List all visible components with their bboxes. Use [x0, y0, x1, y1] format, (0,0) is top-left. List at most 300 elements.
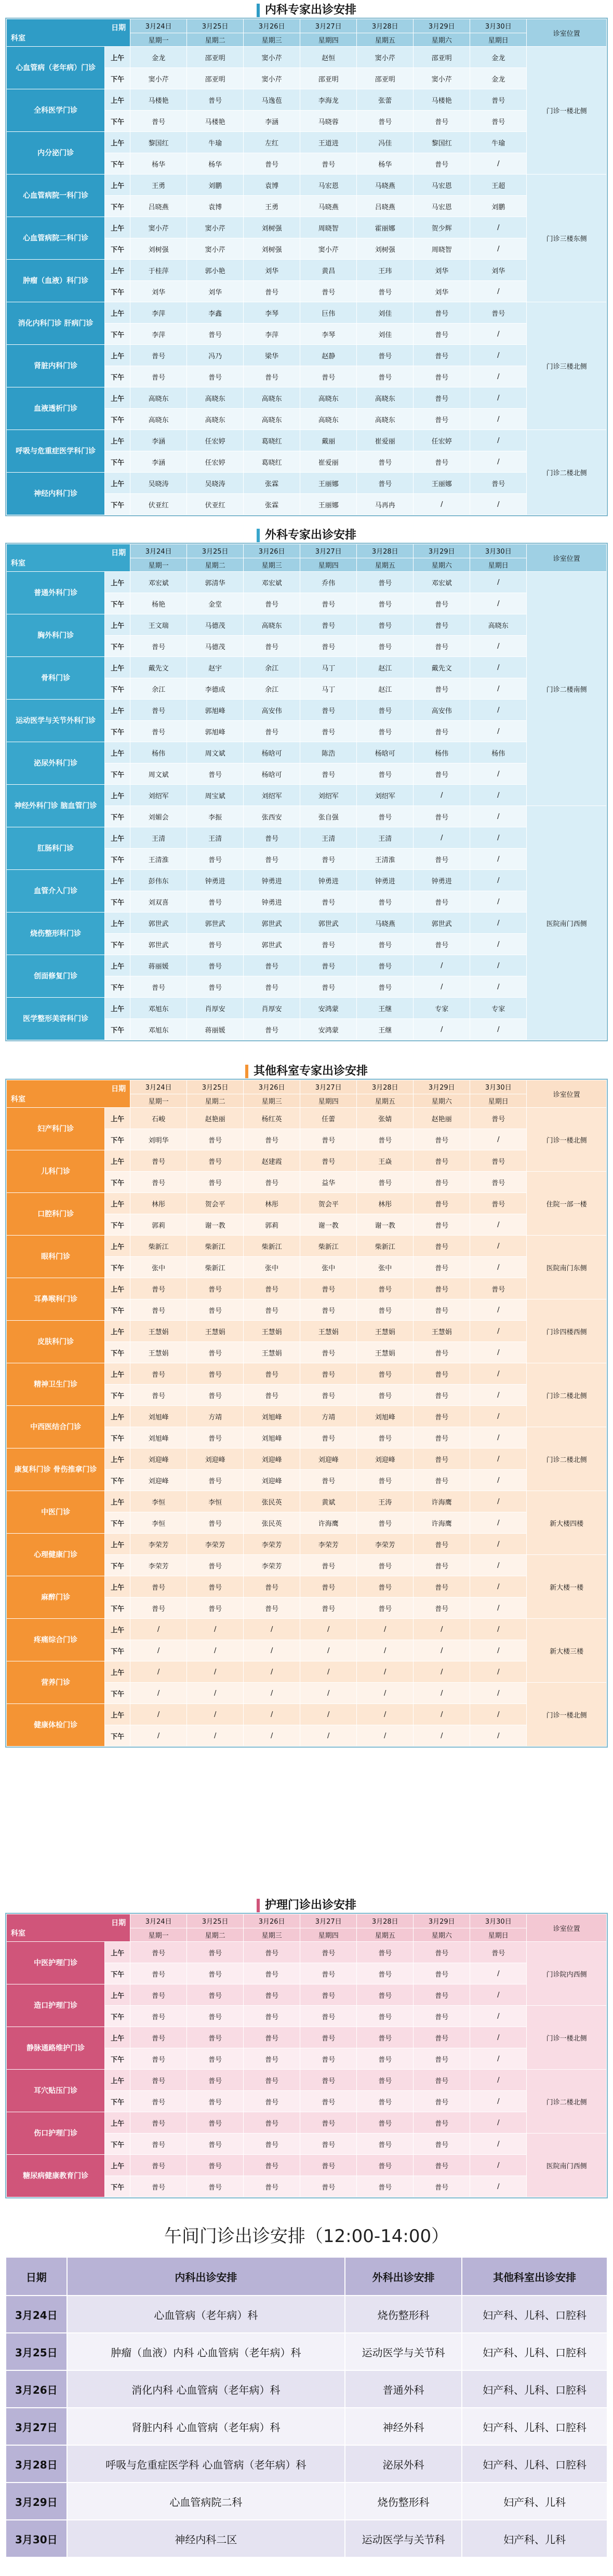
dept-name: 中医护理门诊 — [7, 1942, 105, 1984]
doctor-cell: / — [300, 1683, 357, 1704]
dept-name: 神经外科门诊 脑血管门诊 — [7, 785, 105, 827]
doctor-cell: / — [470, 1363, 527, 1385]
doctor-cell: 普号 — [357, 806, 414, 827]
doctor-cell: / — [470, 2070, 527, 2091]
doctor-cell: 林彤 — [244, 1193, 300, 1214]
doctor-cell: 普号 — [357, 721, 414, 742]
doctor-cell: / — [357, 1640, 414, 1661]
doctor-cell: 普号 — [357, 700, 414, 721]
doctor-cell: 马晓燕 — [357, 913, 414, 934]
pm-label: 下午 — [105, 1299, 130, 1321]
doctor-cell: 戴先文 — [414, 657, 470, 678]
header-dept-label: 科室 — [11, 34, 25, 43]
doctor-cell: 钟勇进 — [414, 870, 470, 891]
dept-name: 健康体检门诊 — [7, 1704, 105, 1747]
doctor-cell: 普号 — [357, 1172, 414, 1193]
doctor-cell: 刘媚会 — [130, 806, 187, 827]
doctor-cell: 普号 — [357, 473, 414, 494]
doctor-cell: / — [470, 1640, 527, 1661]
doctor-cell: 普号 — [357, 2070, 414, 2091]
dept-name: 皮肤科门诊 — [7, 1321, 105, 1363]
pm-label: 下午 — [105, 1683, 130, 1704]
doctor-cell: 刘迎峰 — [244, 1470, 300, 1491]
am-label: 上午 — [105, 913, 130, 934]
doctor-cell: / — [187, 1661, 244, 1683]
doctor-cell: 普号 — [414, 1406, 470, 1427]
pm-label: 下午 — [105, 1598, 130, 1619]
doctor-cell: 普号 — [244, 1984, 300, 2006]
doctor-cell: 普号 — [187, 1129, 244, 1150]
doctor-cell: 王继 — [357, 998, 414, 1019]
doctor-cell: 窦小芹 — [414, 68, 470, 89]
doctor-cell: 普号 — [414, 1555, 470, 1576]
doctor-cell: 柴新江 — [357, 1236, 414, 1257]
header-date: 3月28日 — [357, 19, 414, 33]
doctor-cell: 普号 — [187, 2006, 244, 2027]
pm-label: 下午 — [105, 1214, 130, 1236]
am-label: 上午 — [105, 345, 130, 366]
doctor-cell: / — [470, 366, 527, 387]
doctor-cell: 普号 — [187, 2134, 244, 2155]
doctor-cell: 柴新江 — [187, 1257, 244, 1278]
header-dept-label: 科室 — [11, 1095, 25, 1104]
doctor-cell: 普号 — [187, 1385, 244, 1406]
dept-name: 中西医结合门诊 — [7, 1406, 105, 1448]
doctor-cell: 普号 — [470, 1942, 527, 1963]
doctor-cell: / — [470, 409, 527, 430]
doctor-cell: 郭世武 — [244, 913, 300, 934]
doctor-cell: 普号 — [357, 366, 414, 387]
am-label: 上午 — [105, 785, 130, 806]
doctor-cell: 马丁 — [300, 657, 357, 678]
dept-name: 眼科门诊 — [7, 1236, 105, 1278]
doctor-cell: 柴新江 — [130, 1236, 187, 1257]
doctor-cell: 普号 — [414, 1448, 470, 1470]
header-weekday: 星期六 — [414, 558, 470, 572]
doctor-cell: 普号 — [470, 1150, 527, 1172]
header-date: 3月30日 — [470, 1080, 527, 1094]
doctor-cell: 许海鹰 — [300, 1512, 357, 1534]
dept-name: 静脉通路维护门诊 — [7, 2027, 105, 2070]
doctor-cell: 普号 — [414, 1214, 470, 1236]
doctor-cell: 普号 — [244, 2048, 300, 2070]
doctor-cell: 刘树强 — [244, 238, 300, 260]
doctor-cell: 普号 — [300, 1942, 357, 1963]
noon-cell: 泌尿外科 — [345, 2445, 462, 2483]
noon-cell: 妇产科、儿科、口腔科 — [462, 2296, 607, 2333]
doctor-cell: / — [470, 976, 527, 998]
doctor-cell: 黎国红 — [414, 132, 470, 153]
doctor-cell: 普号 — [187, 1278, 244, 1299]
pm-label: 下午 — [105, 1129, 130, 1150]
doctor-cell: 邓宏斌 — [130, 572, 187, 593]
doctor-cell: 普号 — [187, 849, 244, 870]
doctor-cell: 郭莉 — [130, 1214, 187, 1236]
pm-label: 下午 — [105, 1725, 130, 1747]
doctor-cell: 邵亚明 — [357, 68, 414, 89]
doctor-cell: / — [470, 1385, 527, 1406]
doctor-cell: / — [414, 785, 470, 806]
doctor-cell: 刘华 — [414, 281, 470, 302]
doctor-cell: / — [244, 1704, 300, 1725]
other-title: 其他科室专家出诊安排 — [0, 1062, 613, 1078]
doctor-cell: 普号 — [357, 2006, 414, 2027]
doctor-cell: 周文斌 — [187, 742, 244, 763]
am-label: 上午 — [105, 1619, 130, 1640]
doctor-cell: 李琴 — [300, 324, 357, 345]
doctor-cell: 普号 — [187, 2176, 244, 2197]
doctor-cell: 普号 — [244, 2091, 300, 2112]
dept-name: 肛肠科门诊 — [7, 827, 105, 870]
doctor-cell: 窦小芹 — [244, 47, 300, 68]
doctor-cell: 李恒 — [130, 1512, 187, 1534]
doctor-cell: 郭旭峰 — [187, 700, 244, 721]
doctor-cell: 马宏恩 — [414, 196, 470, 217]
doctor-cell: 梁华 — [244, 345, 300, 366]
doctor-cell: 刘明华 — [130, 1129, 187, 1150]
doctor-cell: 贺会平 — [187, 1193, 244, 1214]
doctor-cell: 张中 — [300, 1257, 357, 1278]
location-cell: 新大楼一楼 — [527, 1555, 607, 1619]
doctor-cell: 普号 — [187, 89, 244, 111]
header-date: 3月28日 — [357, 544, 414, 558]
pm-label: 下午 — [105, 2176, 130, 2197]
doctor-cell: 许海鹰 — [414, 1512, 470, 1534]
doctor-cell: / — [470, 785, 527, 806]
am-label: 上午 — [105, 700, 130, 721]
am-label: 上午 — [105, 473, 130, 494]
doctor-cell: 李萍 — [244, 324, 300, 345]
doctor-cell: / — [470, 345, 527, 366]
doctor-cell: 刘华 — [187, 281, 244, 302]
doctor-cell: / — [470, 891, 527, 913]
am-label: 上午 — [105, 1576, 130, 1598]
doctor-cell: 普号 — [300, 2006, 357, 2027]
doctor-cell: 吴晓涛 — [187, 473, 244, 494]
doctor-cell: / — [470, 2134, 527, 2155]
doctor-cell: 普号 — [244, 2006, 300, 2027]
doctor-cell: 柴新江 — [187, 1236, 244, 1257]
pm-label: 下午 — [105, 1963, 130, 1984]
doctor-cell: 普号 — [357, 2027, 414, 2048]
dept-name: 心理健康门诊 — [7, 1534, 105, 1576]
header-date: 3月24日 — [130, 1080, 187, 1094]
doctor-cell: 李荣芳 — [130, 1534, 187, 1555]
doctor-cell: 马楼艳 — [414, 89, 470, 111]
doctor-cell: 刘旭峰 — [130, 1427, 187, 1448]
doctor-cell: 普号 — [187, 1172, 244, 1193]
doctor-cell: 普号 — [130, 2155, 187, 2176]
doctor-cell: 郭世武 — [187, 913, 244, 934]
doctor-cell: / — [357, 1683, 414, 1704]
doctor-cell: / — [470, 324, 527, 345]
doctor-cell: / — [470, 2091, 527, 2112]
doctor-cell: / — [300, 1640, 357, 1661]
doctor-cell: 普号 — [357, 955, 414, 976]
doctor-cell: 普号 — [470, 1172, 527, 1193]
header-location: 诊室位置 — [527, 1080, 607, 1108]
doctor-cell: 普号 — [414, 2006, 470, 2027]
doctor-cell: 王丽娜 — [300, 473, 357, 494]
pm-label: 下午 — [105, 494, 130, 515]
am-label: 上午 — [105, 614, 130, 636]
header-date: 3月26日 — [244, 1080, 300, 1094]
location-cell: 门诊二楼南侧 — [527, 572, 607, 806]
doctor-cell: 普号 — [357, 593, 414, 614]
location-cell: 门诊一楼北侧 — [527, 2006, 607, 2070]
doctor-cell: 窦小芹 — [244, 68, 300, 89]
doctor-cell: 葛晓红 — [244, 451, 300, 473]
header-weekday: 星期日 — [470, 33, 527, 47]
header-corner — [7, 1914, 130, 1942]
noon-cell: 运动医学与关节科 — [345, 2333, 462, 2370]
dept-name: 肿瘤（血液）科门诊 — [7, 260, 105, 302]
doctor-cell: 普号 — [470, 89, 527, 111]
dept-name: 伤口护理门诊 — [7, 2112, 105, 2155]
doctor-cell: / — [470, 806, 527, 827]
doctor-cell: 吕晓燕 — [357, 196, 414, 217]
doctor-cell: 林彤 — [130, 1193, 187, 1214]
doctor-cell: 葛晓红 — [244, 430, 300, 451]
doctor-cell: / — [130, 1725, 187, 1747]
am-label: 上午 — [105, 998, 130, 1019]
doctor-cell: 邓旭东 — [130, 1019, 187, 1040]
doctor-cell: 刘绍军 — [130, 785, 187, 806]
doctor-cell: 普号 — [187, 2048, 244, 2070]
internal-table — [5, 18, 608, 516]
location-cell: 门诊一楼北侧 — [527, 47, 607, 175]
doctor-cell: 普号 — [470, 1108, 527, 1129]
doctor-cell: 张中 — [244, 1257, 300, 1278]
dept-name: 营养门诊 — [7, 1661, 105, 1704]
noon-cell: 神经内科二区 — [67, 2520, 345, 2557]
doctor-cell: 普号 — [244, 2027, 300, 2048]
doctor-cell: 普号 — [300, 1363, 357, 1385]
am-label: 上午 — [105, 657, 130, 678]
doctor-cell: 普号 — [300, 976, 357, 998]
dept-name: 糖尿病健康教育门诊 — [7, 2155, 105, 2197]
doctor-cell: 窦小芹 — [187, 238, 244, 260]
doctor-cell: 普号 — [244, 1598, 300, 1619]
doctor-cell: / — [470, 1321, 527, 1342]
doctor-cell: 高晓东 — [300, 409, 357, 430]
doctor-cell: 郭小艳 — [187, 260, 244, 281]
doctor-cell: 邵亚明 — [414, 47, 470, 68]
doctor-cell: / — [470, 494, 527, 515]
noon-cell: 3月27日 — [6, 2408, 67, 2445]
dept-name: 骨科门诊 — [7, 657, 105, 700]
doctor-cell: 专家 — [470, 998, 527, 1019]
doctor-cell: 普号 — [357, 1363, 414, 1385]
doctor-cell: 高晓东 — [130, 409, 187, 430]
doctor-cell: 普号 — [414, 366, 470, 387]
doctor-cell: 窦小芹 — [300, 238, 357, 260]
doctor-cell: 普号 — [357, 111, 414, 132]
doctor-cell: 普号 — [414, 387, 470, 409]
doctor-cell: 刘华 — [414, 260, 470, 281]
dept-name: 呼吸与危重症医学科门诊 — [7, 430, 105, 473]
header-weekday: 星期五 — [357, 558, 414, 572]
doctor-cell: 马德茂 — [187, 636, 244, 657]
doctor-cell: 王清 — [357, 827, 414, 849]
doctor-cell: / — [187, 1640, 244, 1661]
doctor-cell: / — [414, 1019, 470, 1040]
doctor-cell: 郭世武 — [244, 934, 300, 955]
doctor-cell: 普号 — [414, 451, 470, 473]
header-weekday: 星期五 — [357, 1928, 414, 1942]
doctor-cell: 周晓智 — [414, 238, 470, 260]
noon-header: 其他科室出诊安排 — [462, 2257, 607, 2296]
doctor-cell: 石峻 — [130, 1108, 187, 1129]
noon-cell: 神经外科 — [345, 2408, 462, 2445]
doctor-cell: 赵江 — [357, 657, 414, 678]
doctor-cell: 任蕾 — [300, 1108, 357, 1129]
doctor-cell: 王清淮 — [357, 849, 414, 870]
doctor-cell: 李鑫 — [187, 302, 244, 324]
doctor-cell: 高晓东 — [357, 409, 414, 430]
doctor-cell: 钟勇进 — [300, 870, 357, 891]
doctor-cell: 吕晓燕 — [130, 196, 187, 217]
doctor-cell: 普号 — [130, 1963, 187, 1984]
location-cell: 门诊一楼北侧 — [527, 1683, 607, 1747]
noon-header: 内科出诊安排 — [67, 2257, 345, 2296]
noon-cell: 心血管病院二科 — [67, 2483, 345, 2520]
doctor-cell: 谢一教 — [300, 1214, 357, 1236]
header-date: 3月29日 — [414, 1080, 470, 1094]
doctor-cell: 普号 — [414, 1942, 470, 1963]
doctor-cell: 李荣芳 — [187, 1534, 244, 1555]
header-location: 诊室位置 — [527, 544, 607, 572]
doctor-cell: 刘绍军 — [357, 785, 414, 806]
doctor-cell: 刘树强 — [244, 217, 300, 238]
doctor-cell: 普号 — [244, 1019, 300, 1040]
doctor-cell: / — [470, 572, 527, 593]
doctor-cell: 普号 — [187, 891, 244, 913]
doctor-cell: 普号 — [300, 721, 357, 742]
doctor-cell: / — [470, 593, 527, 614]
doctor-cell: 普号 — [414, 1236, 470, 1257]
doctor-cell: 普号 — [187, 1342, 244, 1363]
doctor-cell: 普号 — [244, 849, 300, 870]
doctor-cell: / — [414, 494, 470, 515]
doctor-cell: 普号 — [414, 849, 470, 870]
doctor-cell: 普号 — [244, 1299, 300, 1321]
doctor-cell: 普号 — [130, 2027, 187, 2048]
dept-name: 神经内科门诊 — [7, 473, 105, 515]
dept-name: 儿科门诊 — [7, 1150, 105, 1193]
doctor-cell: 普号 — [414, 806, 470, 827]
doctor-cell: 王慧娟 — [130, 1321, 187, 1342]
noon-cell: 心血管病（老年病）科 — [67, 2296, 345, 2333]
pm-label: 下午 — [105, 1640, 130, 1661]
doctor-cell: 柴新江 — [244, 1236, 300, 1257]
doctor-cell: 普号 — [244, 827, 300, 849]
doctor-cell: / — [470, 2048, 527, 2070]
doctor-cell: 袁博 — [244, 175, 300, 196]
pm-label: 下午 — [105, 2091, 130, 2112]
doctor-cell: 普号 — [187, 1150, 244, 1172]
doctor-cell: 杨红英 — [244, 1108, 300, 1129]
pm-label: 下午 — [105, 153, 130, 175]
doctor-cell: 普号 — [300, 2091, 357, 2112]
header-location: 诊室位置 — [527, 19, 607, 47]
am-label: 上午 — [105, 1108, 130, 1129]
dept-name: 消化内科门诊 肝病门诊 — [7, 302, 105, 345]
doctor-cell: 安鸿蒙 — [300, 1019, 357, 1040]
doctor-cell: 刘华 — [470, 260, 527, 281]
doctor-cell: 普号 — [357, 1427, 414, 1448]
doctor-cell: 彭伟东 — [130, 870, 187, 891]
doctor-cell: / — [130, 1619, 187, 1640]
header-weekday: 星期二 — [187, 1928, 244, 1942]
doctor-cell: 刘佳 — [357, 302, 414, 324]
doctor-cell: 普号 — [300, 366, 357, 387]
doctor-cell: / — [470, 2027, 527, 2048]
pm-label: 下午 — [105, 2134, 130, 2155]
location-cell: 新大楼三楼 — [527, 1619, 607, 1683]
dept-name: 烧伤整形科门诊 — [7, 913, 105, 955]
am-label: 上午 — [105, 870, 130, 891]
doctor-cell: 肖厚安 — [187, 998, 244, 1019]
doctor-cell: 普号 — [470, 302, 527, 324]
doctor-cell: 郭莉 — [244, 1214, 300, 1236]
doctor-cell: / — [414, 827, 470, 849]
doctor-cell: 普号 — [187, 1942, 244, 1963]
location-cell: 住院一部一楼 — [527, 1172, 607, 1236]
doctor-cell: 张中 — [357, 1257, 414, 1278]
doctor-cell: / — [414, 1661, 470, 1683]
doctor-cell: 蒋丽媛 — [187, 1019, 244, 1040]
doctor-cell: 邓旭东 — [130, 998, 187, 1019]
dept-name: 肾脏内科门诊 — [7, 345, 105, 387]
doctor-cell: 刘华 — [244, 260, 300, 281]
doctor-cell: 普号 — [357, 636, 414, 657]
location-cell: 医院南门西侧 — [527, 806, 607, 1040]
doctor-cell: 刘迎峰 — [130, 1470, 187, 1491]
pm-label: 下午 — [105, 2048, 130, 2070]
doctor-cell: 李涵 — [130, 451, 187, 473]
am-label: 上午 — [105, 1236, 130, 1257]
doctor-cell: 邓宏斌 — [414, 572, 470, 593]
doctor-cell: 普号 — [187, 1555, 244, 1576]
doctor-cell: 普号 — [300, 1470, 357, 1491]
doctor-cell: / — [414, 976, 470, 998]
doctor-cell: 普号 — [414, 678, 470, 700]
dept-name: 血液透析门诊 — [7, 387, 105, 430]
doctor-cell: 普号 — [300, 1555, 357, 1576]
doctor-cell: 普号 — [300, 2048, 357, 2070]
doctor-cell: / — [470, 955, 527, 976]
doctor-cell: 普号 — [300, 281, 357, 302]
doctor-cell: 普号 — [470, 1278, 527, 1299]
doctor-cell: 刘迎峰 — [130, 1448, 187, 1470]
doctor-cell: / — [470, 1984, 527, 2006]
doctor-cell: / — [130, 1640, 187, 1661]
doctor-cell: 普号 — [357, 1963, 414, 1984]
doctor-cell: 王清 — [130, 827, 187, 849]
doctor-cell: 普号 — [300, 2112, 357, 2134]
doctor-cell: 刘迎峰 — [300, 1448, 357, 1470]
doctor-cell: 普号 — [357, 1278, 414, 1299]
header-weekday: 星期四 — [300, 33, 357, 47]
noon-header: 外科出诊安排 — [345, 2257, 462, 2296]
noon-cell: 3月29日 — [6, 2483, 67, 2520]
am-label: 上午 — [105, 2070, 130, 2091]
nursing-title: 护理门诊出诊安排 — [0, 1896, 613, 1912]
doctor-cell: 刘树强 — [357, 238, 414, 260]
header-date: 3月24日 — [130, 1914, 187, 1928]
doctor-cell: 赵恒 — [300, 47, 357, 68]
